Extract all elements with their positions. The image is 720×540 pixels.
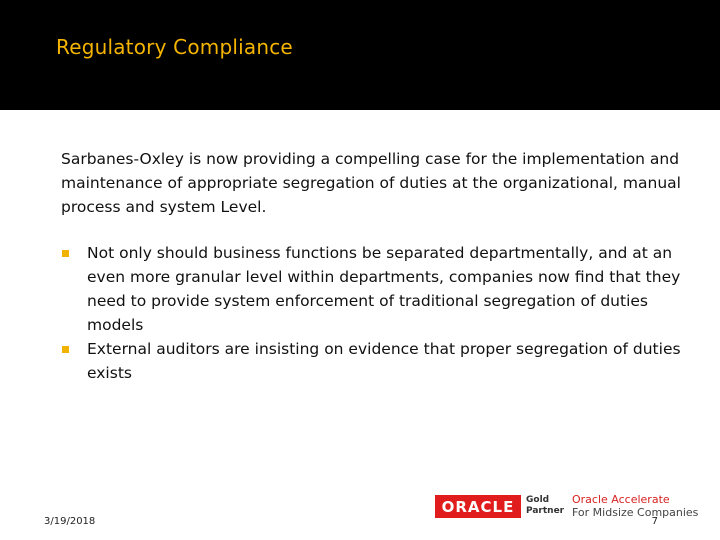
oracle-logo: ORACLE	[435, 495, 521, 518]
bullet-text: Not only should business functions be separated departmentally, and at an even more granular level within departments, companies now find that they need to provide system enforcement of traditional segregation of duties models	[87, 244, 681, 334]
midsize-companies-label: For Midsize Companies	[572, 506, 699, 519]
bullet-item	[62, 337, 682, 385]
slide-date: 3/19/2018	[44, 516, 96, 527]
oracle-accelerate-label	[572, 493, 698, 519]
partner-label: Partner	[526, 506, 565, 516]
bullet-text: External auditors are insisting on evidence that proper segregation of duties exists	[87, 340, 681, 382]
gold-label: Gold	[526, 495, 550, 505]
square-bullet-icon	[62, 346, 69, 353]
slide-title: Regulatory Compliance	[56, 35, 293, 59]
oracle-accelerate-title: Oracle Accelerate	[572, 493, 670, 506]
gold-partner-label	[526, 495, 564, 517]
intro-paragraph: Sarbanes-Oxley is now providing a compelling case for the implementation and maintenance of appropriate segregation of duties at the organizational, manual process and system Level.	[61, 150, 681, 216]
square-bullet-icon	[62, 250, 69, 257]
bullet-item	[62, 241, 682, 337]
page-number: 7	[651, 516, 658, 527]
bullet-list	[62, 241, 682, 385]
